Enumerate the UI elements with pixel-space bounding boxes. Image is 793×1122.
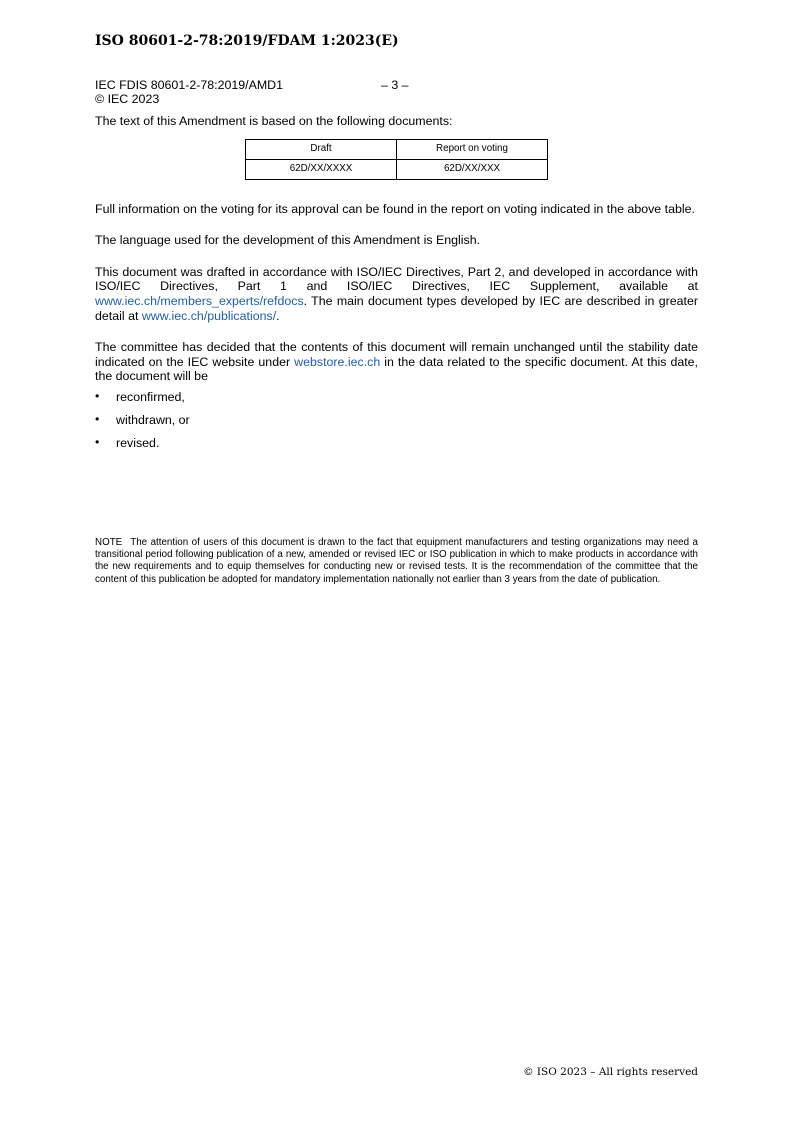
stability-text-2: in the data related to the specific document. At this date, the document will be — [95, 354, 698, 384]
voting-table — [245, 139, 548, 180]
table-header-draft: Draft — [246, 139, 397, 159]
intro-text: The text of this Amendment is based on the following documents: — [95, 114, 453, 128]
list-item-text: withdrawn, or — [116, 412, 190, 427]
footer-copyright: © ISO 2023 – All rights reserved — [523, 1066, 698, 1078]
note-label: NOTE — [95, 537, 123, 548]
directives-text-1: This document was drafted in accordance with ISO/IEC Directives, Part 2, and developed in accordance with ISO/IEC Directives, Part 1 and ISO/IEC Directives, IEC Supplement, available at — [95, 264, 698, 294]
note-text: The attention of users of this document is drawn to the fact that equipment manufacturers and testing organizations may need a transitional period following publication of a new, amended or revised IEC or ISO publication in which to make products in accordance with the new requirements and to equip themselves for conducting new or revised tests. It is the recommendation of the committee that the content of this publication be adopted for mandatory implementation nationally not earlier than 3 years from the date of publication. — [95, 537, 698, 585]
list-item-text: revised. — [116, 435, 160, 450]
list-item — [95, 436, 698, 459]
stability-paragraph — [95, 340, 698, 384]
document-title: ISO 80601-2-78:2019/FDAM 1:2023(E) — [95, 33, 399, 49]
table-cell-draft: 62D/XX/XXXX — [246, 159, 397, 179]
table-header-row — [246, 139, 548, 159]
webstore-link[interactable]: webstore.iec.ch — [294, 354, 381, 369]
iec-copyright: © IEC 2023 — [95, 92, 160, 106]
table-row — [246, 159, 548, 179]
bullet-icon: • — [95, 411, 100, 426]
page-number: – 3 – — [381, 78, 409, 92]
note-block — [95, 537, 698, 586]
directives-text-3: . — [276, 308, 280, 323]
directives-paragraph — [95, 265, 698, 323]
list-item — [95, 413, 698, 436]
outcome-list — [95, 390, 698, 459]
stability-text-1: The committee has decided that the contents of this document will remain unchanged until the stability date indicated on the IEC website under — [95, 340, 698, 369]
list-item-text: reconfirmed, — [116, 389, 185, 404]
directives-text-2: . The main document types developed by IEC are described in greater detail at — [95, 293, 698, 323]
table-cell-report: 62D/XX/XXX — [397, 159, 548, 179]
language-paragraph: The language used for the development of this Amendment is English. — [95, 233, 481, 248]
document-body — [95, 114, 698, 459]
voting-info-paragraph: Full information on the voting for its approval can be found in the report on voting indicated in the above table. — [95, 201, 695, 216]
publications-link[interactable]: www.iec.ch/publications/ — [141, 308, 277, 323]
table-header-report: Report on voting — [397, 139, 548, 159]
bullet-icon: • — [95, 434, 100, 449]
bullet-icon: • — [95, 388, 100, 403]
list-item — [95, 390, 698, 413]
refdocs-link[interactable]: www.iec.ch/members_experts/refdocs — [95, 293, 304, 308]
iec-reference: IEC FDIS 80601-2-78:2019/AMD1 — [95, 78, 284, 92]
